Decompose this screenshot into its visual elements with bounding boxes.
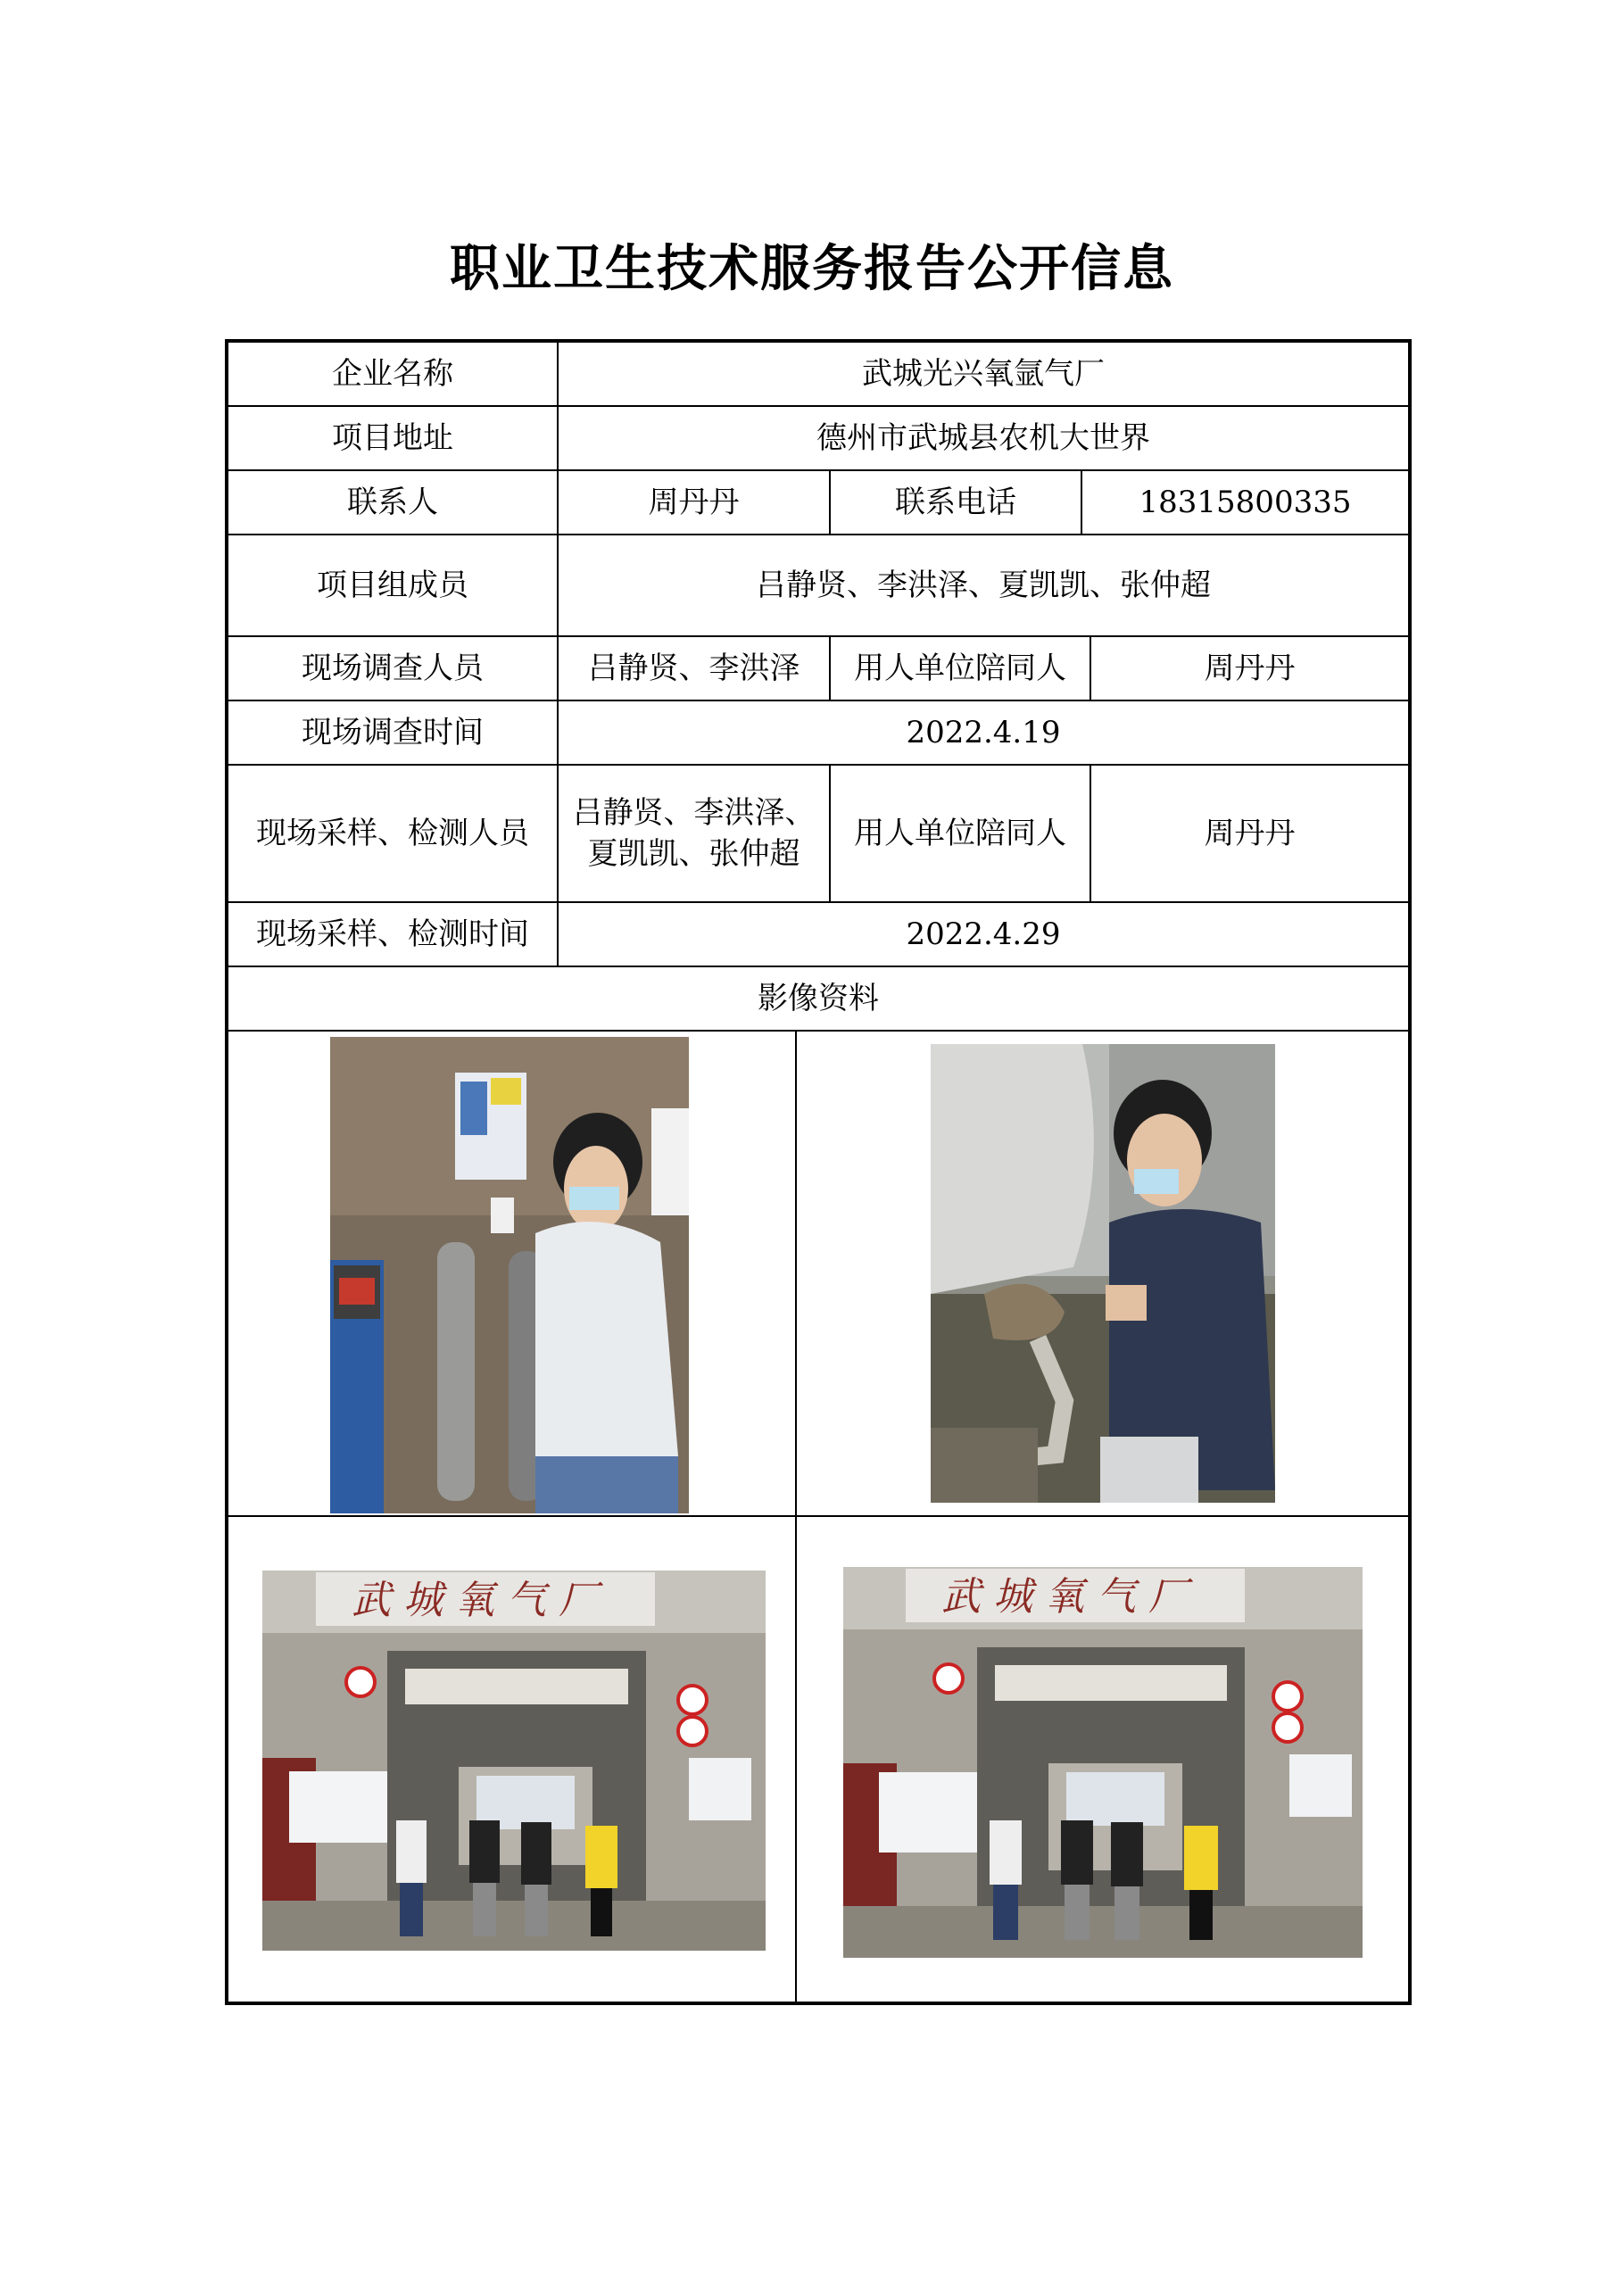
photo-noise-measurement-cylinders — [330, 1037, 689, 1513]
page-title: 职业卫生技术服务报告公开信息 — [450, 240, 1174, 298]
label-sampling-staff: 现场采样、检测人员 — [228, 766, 559, 903]
photo-detector-at-storage-tank — [931, 1044, 1275, 1503]
label-project-address: 项目地址 — [228, 407, 559, 471]
value-project-address: 德州市武城县农机大世界 — [559, 407, 1408, 471]
value-company-name: 武城光兴氧氩气厂 — [559, 343, 1408, 407]
photo-cell-1 — [228, 1032, 797, 1517]
value-project-members: 吕静贤、李洪泽、夏凯凯、张仲超 — [559, 535, 1408, 637]
photo-cell-2 — [797, 1032, 1408, 1517]
label-contact-person: 联系人 — [228, 471, 559, 535]
value-sampling-time: 2022.4.29 — [559, 903, 1408, 967]
photo-team-at-factory-gate-2 — [843, 1567, 1363, 1958]
photo-cell-4 — [797, 1517, 1408, 2002]
label-company-name: 企业名称 — [228, 343, 559, 407]
label-sampling-accompany: 用人单位陪同人 — [831, 766, 1091, 903]
value-contact-person: 周丹丹 — [559, 471, 831, 535]
label-survey-time: 现场调查时间 — [228, 701, 559, 766]
label-survey-staff: 现场调查人员 — [228, 637, 559, 701]
value-sampling-staff: 吕静贤、李洪泽、夏凯凯、张仲超 — [559, 766, 831, 903]
label-project-members: 项目组成员 — [228, 535, 559, 637]
value-survey-accompany: 周丹丹 — [1091, 637, 1408, 701]
label-survey-accompany: 用人单位陪同人 — [831, 637, 1091, 701]
label-contact-phone: 联系电话 — [831, 471, 1082, 535]
value-survey-staff: 吕静贤、李洪泽 — [559, 637, 831, 701]
svg-text:武 城 氧 气 厂: 武 城 氧 气 厂 — [941, 1574, 1188, 1620]
label-sampling-time: 现场采样、检测时间 — [228, 903, 559, 967]
photo-team-at-factory-gate-1 — [262, 1571, 766, 1951]
section-header-images: 影像资料 — [228, 967, 1408, 1032]
value-contact-phone: 18315800335 — [1082, 471, 1408, 535]
photo-cell-3 — [228, 1517, 797, 2002]
info-table — [225, 339, 1412, 2005]
value-sampling-accompany: 周丹丹 — [1091, 766, 1408, 903]
value-survey-time: 2022.4.19 — [559, 701, 1408, 766]
svg-text:武 城 氧 气 厂: 武 城 氧 气 厂 — [352, 1578, 598, 1623]
